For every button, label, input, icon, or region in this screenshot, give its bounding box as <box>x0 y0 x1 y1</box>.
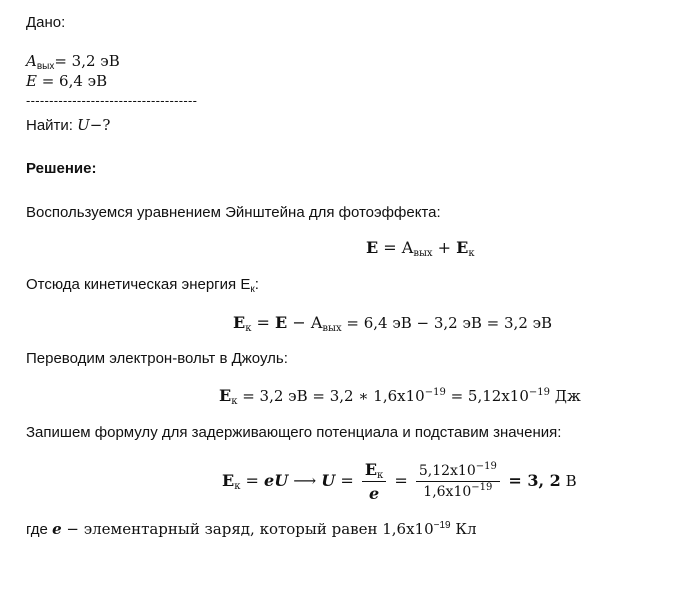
eq4-ek: E <box>222 471 235 490</box>
kinetic-sub: к <box>250 284 255 295</box>
final-where: где <box>26 521 53 538</box>
var-a: A <box>26 52 37 70</box>
eq1-sub-k: к <box>468 248 475 259</box>
eq2-sub-k: к <box>245 323 252 334</box>
solution-header: Решение: <box>26 160 97 177</box>
find-line <box>26 116 110 135</box>
eq2-minus-a: − A <box>287 313 323 332</box>
kinetic-label: Отсюда кинетическая энергия E <box>26 276 251 293</box>
final-var-e: e <box>52 520 62 538</box>
intro-text: Воспользуемся уравнением Эйнштейна для фотоэффекта: <box>26 204 441 221</box>
final-line <box>26 520 477 539</box>
eq2-e: E <box>275 313 288 332</box>
eq3-ek: E <box>219 386 232 405</box>
eq3-sub-k: к <box>231 396 238 407</box>
eq4-equals: = <box>240 471 265 490</box>
find-var: U <box>77 116 90 134</box>
fraction-ek-e <box>362 460 386 503</box>
eq4-arrow: ⟶ <box>288 471 322 490</box>
fraction-values <box>416 463 500 500</box>
eq4-unit: В <box>560 472 577 490</box>
final-exp: −19 <box>433 520 451 531</box>
var-e: E <box>26 72 37 90</box>
photon-energy-value: = 6,4 эВ <box>36 72 108 90</box>
eq4-u: U <box>321 471 336 490</box>
frac2-den-exp: −19 <box>471 482 493 493</box>
given-photon-energy <box>26 72 107 91</box>
kinetic-text <box>26 276 259 294</box>
find-label: Найти: <box>26 117 78 134</box>
final-unit: Кл <box>450 520 477 538</box>
eq2-equals: = <box>251 313 276 332</box>
final-description: − элементарный заряд, который равен 1,6x10 <box>61 520 434 538</box>
eq3-exp2: −19 <box>528 387 550 398</box>
potential-equation <box>222 460 577 503</box>
separator: ------------------------------------- <box>26 93 198 108</box>
eq3-part1: = 3,2 эВ = 3,2 ∗ 1,6x10 <box>237 387 425 405</box>
eq4-sub-k: к <box>234 481 241 492</box>
find-question: −? <box>89 116 111 134</box>
eq1-plus: + <box>432 238 457 257</box>
frac1-num-sub: к <box>377 470 384 481</box>
eq4-eu: eU <box>264 471 289 490</box>
sub-vyh: вых <box>36 61 55 72</box>
eq4-equals3: = <box>389 471 413 490</box>
eq4-result: = 3, 2 <box>502 471 561 490</box>
frac1-den: e <box>368 484 380 503</box>
eq2-ek: E <box>233 313 246 332</box>
frac2-den: 1,6x10 <box>423 484 472 500</box>
work-function-value: = 3,2 эВ <box>54 52 120 70</box>
eq1-equals-a: = A <box>378 238 414 257</box>
kinetic-equation <box>233 313 552 332</box>
eq4-equals2: = <box>335 471 359 490</box>
eq3-exp1: −19 <box>424 387 446 398</box>
eq2-result: = 6,4 эВ − 3,2 эВ = 3,2 эВ <box>341 314 553 332</box>
given-header: Дано: <box>26 14 66 31</box>
frac2-num-exp: −19 <box>475 461 497 472</box>
eq1-e: E <box>366 238 379 257</box>
eq3-unit: Дж <box>549 387 581 405</box>
convert-text: Переводим электрон-вольт в Джоуль: <box>26 350 288 367</box>
frac2-num: 5,12x10 <box>418 463 476 479</box>
kinetic-colon: : <box>254 276 259 293</box>
potential-text: Запишем формулу для задерживающего потенциала и подставим значения: <box>26 424 562 441</box>
given-work-function <box>26 52 120 71</box>
eq1-sub-vyh: вых <box>413 248 433 259</box>
eq1-ek: E <box>456 238 469 257</box>
conversion-equation <box>219 386 581 405</box>
eq2-sub-vyh: вых <box>322 323 342 334</box>
eq3-part2: = 5,12x10 <box>445 387 529 405</box>
einstein-equation <box>366 238 475 257</box>
frac1-num: E <box>364 460 378 479</box>
